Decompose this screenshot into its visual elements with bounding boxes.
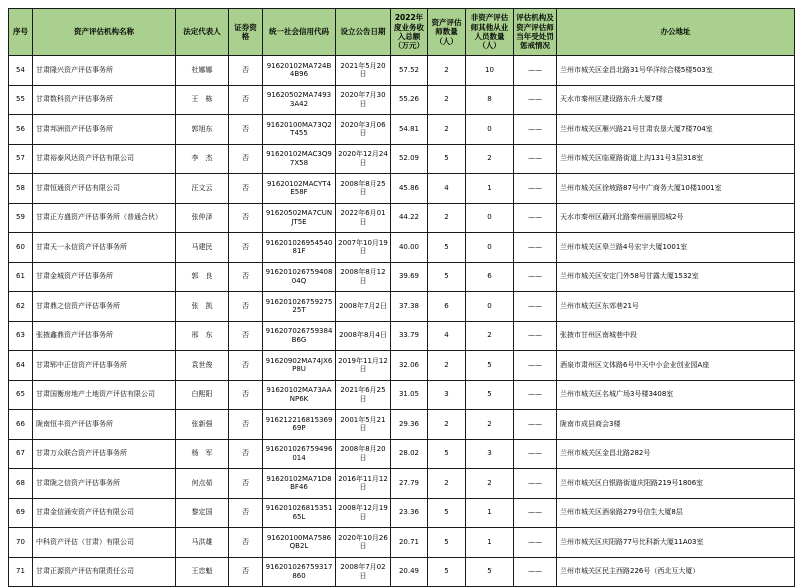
cell: 甘肃鼎之信资产评估事务所 bbox=[33, 292, 176, 322]
table-row bbox=[9, 380, 795, 410]
table-row bbox=[9, 321, 795, 351]
cell: 兰州市城关区临夏路街道上沟131号3层318室 bbox=[557, 144, 795, 174]
table-row bbox=[9, 498, 795, 528]
cell: 65 bbox=[9, 380, 33, 410]
table-row bbox=[9, 557, 795, 587]
cell: 67 bbox=[9, 439, 33, 469]
cell: 4 bbox=[428, 321, 466, 351]
cell: 2 bbox=[428, 469, 466, 499]
cell: 否 bbox=[229, 115, 263, 145]
cell: 甘肃国衡房地产土地资产评估有限公司 bbox=[33, 380, 176, 410]
cell: 张掖市甘州区南城巷中段 bbox=[557, 321, 795, 351]
cell: 兰州市城关区徐坡路87号中广商务大厦10楼1001室 bbox=[557, 174, 795, 204]
column-header: 办公地址 bbox=[557, 9, 795, 56]
table-row bbox=[9, 469, 795, 499]
cell: 66 bbox=[9, 410, 33, 440]
cell: 44.22 bbox=[391, 203, 428, 233]
cell: 916207026759384B6G bbox=[263, 321, 336, 351]
cell: —— bbox=[514, 203, 557, 233]
cell: 2020年7月30日 bbox=[336, 85, 391, 115]
cell: 54.81 bbox=[391, 115, 428, 145]
table-row bbox=[9, 439, 795, 469]
cell: 91620102675927525T bbox=[263, 292, 336, 322]
cell: 2 bbox=[428, 115, 466, 145]
cell: 邢 东 bbox=[176, 321, 229, 351]
cell: 2008年12月19日 bbox=[336, 498, 391, 528]
cell: 马洪雄 bbox=[176, 528, 229, 558]
cell: 兰州市城关区名城广场3号楼3408室 bbox=[557, 380, 795, 410]
cell: 酒泉市肃州区文体路6号中天中小企业创业园A座 bbox=[557, 351, 795, 381]
cell: 91620102MA71D8BF46 bbox=[263, 469, 336, 499]
cell: 2 bbox=[428, 56, 466, 86]
column-header: 非资产评估师其他从业人员数量（人） bbox=[466, 9, 514, 56]
cell: 29.36 bbox=[391, 410, 428, 440]
cell: 64 bbox=[9, 351, 33, 381]
cell: 23.36 bbox=[391, 498, 428, 528]
cell: 甘肃金信涌安资产评估有限公司 bbox=[33, 498, 176, 528]
cell: 91621221681536969P bbox=[263, 410, 336, 440]
cell: 91620102681535165L bbox=[263, 498, 336, 528]
cell: 20.71 bbox=[391, 528, 428, 558]
cell: 郭 良 bbox=[176, 262, 229, 292]
cell: 91620100MA73Q2T455 bbox=[263, 115, 336, 145]
cell: 28.02 bbox=[391, 439, 428, 469]
cell: 0 bbox=[466, 233, 514, 263]
cell: 5 bbox=[466, 380, 514, 410]
table-row bbox=[9, 144, 795, 174]
cell: 58 bbox=[9, 174, 33, 204]
cell: 甘肃数科资产评估事务所 bbox=[33, 85, 176, 115]
cell: 5 bbox=[428, 557, 466, 587]
cell: 2 bbox=[466, 410, 514, 440]
cell: 91620102695454081F bbox=[263, 233, 336, 263]
cell: 汪文云 bbox=[176, 174, 229, 204]
cell: 否 bbox=[229, 351, 263, 381]
cell: 黎定国 bbox=[176, 498, 229, 528]
cell: —— bbox=[514, 321, 557, 351]
cell: 2008年8月25日 bbox=[336, 174, 391, 204]
cell: 2 bbox=[466, 469, 514, 499]
cell: 张 凯 bbox=[176, 292, 229, 322]
cell: 甘肃万众联合资产评估事务所 bbox=[33, 439, 176, 469]
table-row bbox=[9, 410, 795, 440]
table-row bbox=[9, 233, 795, 263]
column-header: 统一社会信用代码 bbox=[263, 9, 336, 56]
cell: 兰州市城关区东郊巷21号 bbox=[557, 292, 795, 322]
cell: 57.52 bbox=[391, 56, 428, 86]
cell: 2 bbox=[466, 321, 514, 351]
cell: 甘肃裕泰风达资产评估有限公司 bbox=[33, 144, 176, 174]
cell: 陇南市成县商会3楼 bbox=[557, 410, 795, 440]
table-body bbox=[9, 56, 795, 587]
cell: 否 bbox=[229, 174, 263, 204]
table-row bbox=[9, 528, 795, 558]
cell: —— bbox=[514, 498, 557, 528]
cell: 91620102MA73AANP6K bbox=[263, 380, 336, 410]
cell: 56 bbox=[9, 115, 33, 145]
cell: —— bbox=[514, 144, 557, 174]
cell: 69 bbox=[9, 498, 33, 528]
cell: 天水市秦州区藉河北路秦州丽景园城2号 bbox=[557, 203, 795, 233]
cell: 33.79 bbox=[391, 321, 428, 351]
table-row bbox=[9, 351, 795, 381]
cell: 32.06 bbox=[391, 351, 428, 381]
cell: 2016年11月12日 bbox=[336, 469, 391, 499]
cell: 5 bbox=[466, 557, 514, 587]
cell: —— bbox=[514, 85, 557, 115]
cell: 兰州市城关区皋兰路4号宏宇大厦1001室 bbox=[557, 233, 795, 263]
cell: 兰州市城关区酒泉路279号信生大厦8层 bbox=[557, 498, 795, 528]
cell: 52.09 bbox=[391, 144, 428, 174]
cell: 甘肃天一永信资产评估事务所 bbox=[33, 233, 176, 263]
cell: 甘肃金城资产评估事务所 bbox=[33, 262, 176, 292]
cell: 6 bbox=[428, 292, 466, 322]
cell: 2020年12月24日 bbox=[336, 144, 391, 174]
cell: 何点茹 bbox=[176, 469, 229, 499]
column-header: 2022年度业务收入总额（万元） bbox=[391, 9, 428, 56]
cell: 否 bbox=[229, 410, 263, 440]
cell: 甘肃正方盛资产评估事务所（普通合伙） bbox=[33, 203, 176, 233]
cell: 68 bbox=[9, 469, 33, 499]
cell: 71 bbox=[9, 557, 33, 587]
cell: 3 bbox=[466, 439, 514, 469]
cell: 1 bbox=[466, 498, 514, 528]
cell: 兰州市城关区安定门外58号甘露大厦1532室 bbox=[557, 262, 795, 292]
cell: 91620502MA74933A42 bbox=[263, 85, 336, 115]
cell: 郭旭东 bbox=[176, 115, 229, 145]
cell: 8 bbox=[466, 85, 514, 115]
cell: 2008年8月12日 bbox=[336, 262, 391, 292]
cell: 2 bbox=[466, 144, 514, 174]
table-row bbox=[9, 85, 795, 115]
cell: 甘肃邦洲资产评估事务所 bbox=[33, 115, 176, 145]
cell: 2 bbox=[428, 203, 466, 233]
cell: 3 bbox=[428, 380, 466, 410]
cell: 兰州市城关区庆阳路77号比科新大厦11A03室 bbox=[557, 528, 795, 558]
cell: 91620102675940804Q bbox=[263, 262, 336, 292]
cell: 2022年6月01日 bbox=[336, 203, 391, 233]
cell: 兰州市城关区雁兴路21号甘肃农垦大厦7楼704室 bbox=[557, 115, 795, 145]
cell: 91620102MACYT4E58F bbox=[263, 174, 336, 204]
cell: 2 bbox=[428, 85, 466, 115]
cell: —— bbox=[514, 174, 557, 204]
cell: 甘肃隆兴资产评估事务所 bbox=[33, 56, 176, 86]
cell: 2 bbox=[428, 410, 466, 440]
cell: 70 bbox=[9, 528, 33, 558]
cell: 王 栋 bbox=[176, 85, 229, 115]
cell: 91620100MA7586QB2L bbox=[263, 528, 336, 558]
appraisal-institutions-table bbox=[8, 8, 795, 587]
cell: 916201026759317860 bbox=[263, 557, 336, 587]
table-row bbox=[9, 262, 795, 292]
cell: 否 bbox=[229, 56, 263, 86]
table-row bbox=[9, 56, 795, 86]
cell: 91620102MA724B4B96 bbox=[263, 56, 336, 86]
cell: 杜娜娜 bbox=[176, 56, 229, 86]
cell: 否 bbox=[229, 321, 263, 351]
table-row bbox=[9, 115, 795, 145]
cell: 2008年8月20日 bbox=[336, 439, 391, 469]
cell: —— bbox=[514, 410, 557, 440]
cell: —— bbox=[514, 115, 557, 145]
cell: 张仲泽 bbox=[176, 203, 229, 233]
cell: 否 bbox=[229, 557, 263, 587]
cell: 陇南恒丰资产评估事务所 bbox=[33, 410, 176, 440]
cell: 10 bbox=[466, 56, 514, 86]
cell: 5 bbox=[428, 498, 466, 528]
cell: 2001年5月21日 bbox=[336, 410, 391, 440]
cell: 兰州市城关区民主西路226号（西北互大厦） bbox=[557, 557, 795, 587]
cell: 2021年6月25日 bbox=[336, 380, 391, 410]
column-header: 评估机构及资产评估师当年受处罚惩戒情况 bbox=[514, 9, 557, 56]
cell: 袁世俊 bbox=[176, 351, 229, 381]
cell: 61 bbox=[9, 262, 33, 292]
cell: 0 bbox=[466, 115, 514, 145]
cell: 2021年5月20日 bbox=[336, 56, 391, 86]
cell: 李 杰 bbox=[176, 144, 229, 174]
header-row bbox=[9, 9, 795, 56]
cell: 否 bbox=[229, 439, 263, 469]
cell: 白熙阳 bbox=[176, 380, 229, 410]
cell: —— bbox=[514, 233, 557, 263]
cell: 否 bbox=[229, 498, 263, 528]
table-row bbox=[9, 174, 795, 204]
cell: 否 bbox=[229, 292, 263, 322]
cell: 6 bbox=[466, 262, 514, 292]
cell: 91620102MAC3Q97X58 bbox=[263, 144, 336, 174]
cell: 5 bbox=[428, 233, 466, 263]
cell: 5 bbox=[428, 528, 466, 558]
cell: —— bbox=[514, 469, 557, 499]
cell: 张掖鑫鼎资产评估事务所 bbox=[33, 321, 176, 351]
cell: 张新强 bbox=[176, 410, 229, 440]
cell: 2008年7月2日 bbox=[336, 292, 391, 322]
cell: 否 bbox=[229, 469, 263, 499]
cell: —— bbox=[514, 380, 557, 410]
cell: 91620902MA74JX6P8U bbox=[263, 351, 336, 381]
cell: 59 bbox=[9, 203, 33, 233]
cell: —— bbox=[514, 439, 557, 469]
cell: 60 bbox=[9, 233, 33, 263]
cell: 甘肃恒通资产评估有限公司 bbox=[33, 174, 176, 204]
cell: 57 bbox=[9, 144, 33, 174]
cell: 45.86 bbox=[391, 174, 428, 204]
cell: —— bbox=[514, 292, 557, 322]
cell: 1 bbox=[466, 174, 514, 204]
cell: —— bbox=[514, 557, 557, 587]
cell: 55.26 bbox=[391, 85, 428, 115]
cell: 20.49 bbox=[391, 557, 428, 587]
cell: 否 bbox=[229, 85, 263, 115]
cell: —— bbox=[514, 351, 557, 381]
cell: 31.05 bbox=[391, 380, 428, 410]
cell: 2008年7月02日 bbox=[336, 557, 391, 587]
cell: 2007年10月19日 bbox=[336, 233, 391, 263]
cell: 5 bbox=[428, 439, 466, 469]
cell: 63 bbox=[9, 321, 33, 351]
cell: 杨 军 bbox=[176, 439, 229, 469]
cell: —— bbox=[514, 528, 557, 558]
table-row bbox=[9, 292, 795, 322]
cell: 0 bbox=[466, 292, 514, 322]
cell: 2020年3月06日 bbox=[336, 115, 391, 145]
cell: 54 bbox=[9, 56, 33, 86]
table-row bbox=[9, 203, 795, 233]
column-header: 资产评估师数量（人） bbox=[428, 9, 466, 56]
cell: 否 bbox=[229, 144, 263, 174]
cell: 1 bbox=[466, 528, 514, 558]
cell: 王忠魁 bbox=[176, 557, 229, 587]
cell: 62 bbox=[9, 292, 33, 322]
cell: 兰州市城关区金昌北路282号 bbox=[557, 439, 795, 469]
column-header: 资产评估机构名称 bbox=[33, 9, 176, 56]
cell: 5 bbox=[466, 351, 514, 381]
column-header: 设立公告日期 bbox=[336, 9, 391, 56]
cell: 5 bbox=[428, 144, 466, 174]
cell: 27.79 bbox=[391, 469, 428, 499]
cell: 5 bbox=[428, 262, 466, 292]
table-header bbox=[9, 9, 795, 56]
cell: 甘肃郓中正信资产评估事务所 bbox=[33, 351, 176, 381]
cell: 2020年10月26日 bbox=[336, 528, 391, 558]
cell: 甘肃正源资产评估有限责任公司 bbox=[33, 557, 176, 587]
cell: 否 bbox=[229, 233, 263, 263]
cell: 兰州市城关区白银路街道庆阳路219号1806室 bbox=[557, 469, 795, 499]
cell: 中科资产评估（甘肃）有限公司 bbox=[33, 528, 176, 558]
cell: 37.38 bbox=[391, 292, 428, 322]
cell: 否 bbox=[229, 528, 263, 558]
cell: 2 bbox=[428, 351, 466, 381]
cell: —— bbox=[514, 262, 557, 292]
cell: 否 bbox=[229, 203, 263, 233]
cell: 40.00 bbox=[391, 233, 428, 263]
cell: 天水市秦州区建设路东升大厦7楼 bbox=[557, 85, 795, 115]
cell: 55 bbox=[9, 85, 33, 115]
cell: 兰州市城关区金昌北路31号华洋综合楼5楼503室 bbox=[557, 56, 795, 86]
cell: 39.69 bbox=[391, 262, 428, 292]
column-header: 序号 bbox=[9, 9, 33, 56]
cell: 否 bbox=[229, 380, 263, 410]
cell: 2019年11月12日 bbox=[336, 351, 391, 381]
cell: 0 bbox=[466, 203, 514, 233]
cell: 4 bbox=[428, 174, 466, 204]
cell: 马建民 bbox=[176, 233, 229, 263]
cell: 2008年8月4日 bbox=[336, 321, 391, 351]
cell: 否 bbox=[229, 262, 263, 292]
cell: 91620502MA7CUNJT5E bbox=[263, 203, 336, 233]
cell: —— bbox=[514, 56, 557, 86]
column-header: 证券资格 bbox=[229, 9, 263, 56]
cell: 甘肃陇之信资产评估事务所 bbox=[33, 469, 176, 499]
cell: 916201026759496014 bbox=[263, 439, 336, 469]
column-header: 法定代表人 bbox=[176, 9, 229, 56]
